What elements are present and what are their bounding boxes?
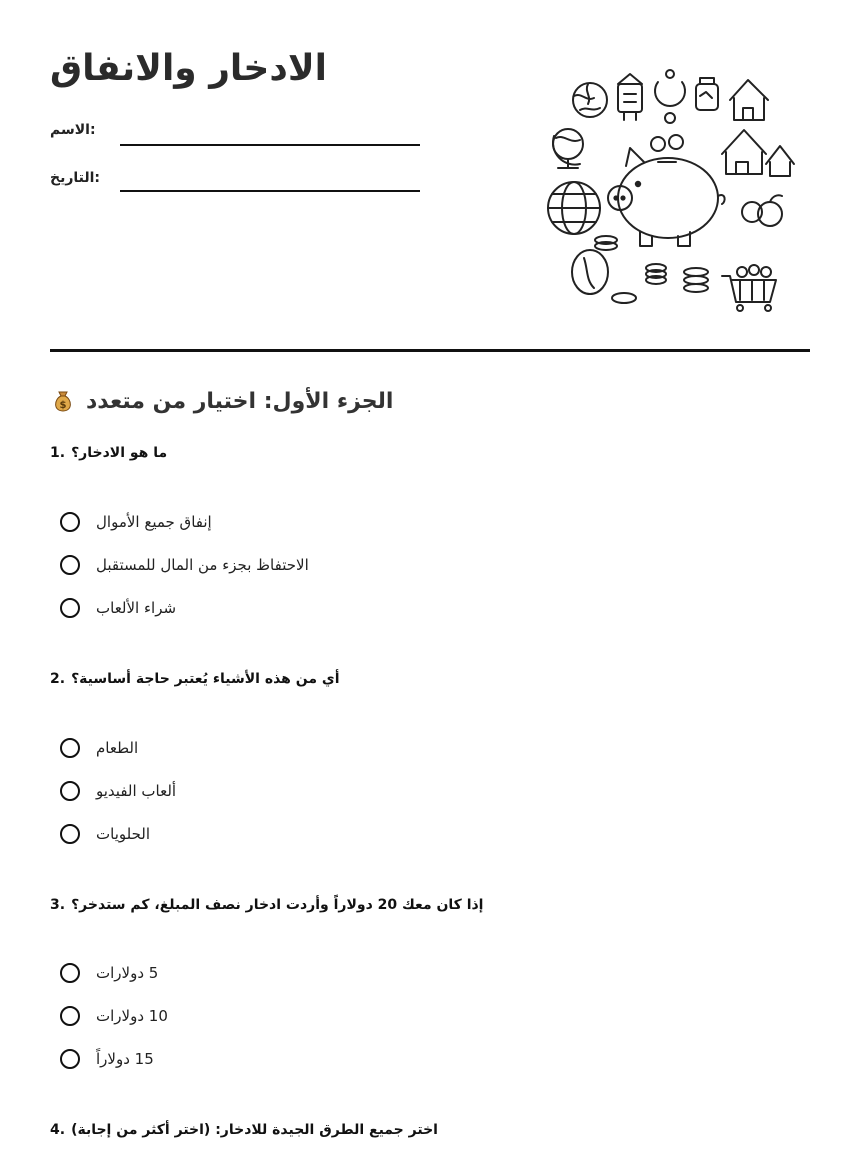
option-label: الطعام [96, 739, 139, 757]
question-4 [50, 1122, 438, 1138]
coin-stack-icon [612, 264, 666, 303]
svg-text:$: $ [59, 400, 67, 411]
coin-stack-icon [684, 268, 708, 292]
coin-icon [651, 135, 683, 151]
question-text: أي من هذه الأشياء يُعتبر حاجة أساسية؟ [71, 671, 340, 687]
question-text: إذا كان معك 20 دولاراً وأردت ادخار نصف المبلغ، كم ستدخر؟ [71, 897, 484, 913]
radio-button[interactable] [60, 1049, 80, 1069]
question-3 [50, 897, 483, 913]
header-divider [50, 349, 810, 352]
question-number: 4. [50, 1122, 66, 1138]
fruit-icon [742, 195, 782, 226]
question-2 [50, 671, 340, 687]
jar-icon [696, 78, 718, 110]
coin-stack-icon [595, 236, 617, 250]
worksheet-title: الادخار والانفاق [50, 48, 327, 89]
globe-small-icon [573, 83, 607, 117]
small-house-icon [766, 146, 794, 176]
question-number: 1. [50, 445, 66, 461]
option-label: إنفاق جميع الأموال [96, 513, 212, 531]
option-label: 15 دولاراً [96, 1050, 154, 1068]
globe-stand-icon [553, 129, 583, 168]
lemon-icon [572, 250, 608, 294]
piggy-bank-icon [608, 148, 725, 246]
q3-option-1[interactable] [60, 963, 158, 983]
question-1 [50, 445, 167, 461]
name-label: :الاسم [50, 122, 96, 138]
q1-option-2[interactable] [60, 555, 309, 575]
question-number: 2. [50, 671, 66, 687]
name-line [120, 144, 420, 146]
question-text: اختر جميع الطرق الجيدة للادخار: (اختر أكثر من إجابة) [71, 1122, 438, 1138]
q2-option-3[interactable] [60, 824, 150, 844]
radio-button[interactable] [60, 963, 80, 983]
date-line [120, 190, 420, 192]
radio-button[interactable] [60, 1006, 80, 1026]
q2-option-1[interactable] [60, 738, 138, 758]
option-label: الاحتفاظ بجزء من المال للمستقبل [96, 556, 309, 574]
q3-option-2[interactable] [60, 1006, 168, 1026]
radio-button[interactable] [60, 738, 80, 758]
section-1-title [50, 388, 393, 414]
option-label: 5 دولارات [96, 964, 159, 982]
radio-button[interactable] [60, 512, 80, 532]
option-label: الحلويات [96, 825, 151, 843]
q3-option-3[interactable] [60, 1049, 154, 1069]
shopping-cart-icon [722, 265, 776, 311]
ring-coin-icon [655, 70, 685, 123]
globe-large-icon [548, 182, 600, 234]
option-label: شراء الألعاب [96, 599, 177, 617]
date-label: :التاريخ [50, 170, 101, 186]
radio-button[interactable] [60, 555, 80, 575]
toy-figure-icon [618, 74, 642, 120]
question-number: 3. [50, 897, 66, 913]
q1-option-3[interactable] [60, 598, 176, 618]
section-1-title-text: الجزء الأول: اختيار من متعدد [86, 388, 394, 414]
q2-option-2[interactable] [60, 781, 176, 801]
option-label: 10 دولارات [96, 1007, 168, 1025]
radio-button[interactable] [60, 824, 80, 844]
house-large-icon [722, 130, 766, 174]
money-bag-icon [50, 388, 76, 414]
option-label: ألعاب الفيديو [96, 782, 177, 800]
radio-button[interactable] [60, 598, 80, 618]
question-text: ما هو الادخار؟ [71, 445, 168, 461]
house-icon [730, 80, 768, 120]
radio-button[interactable] [60, 781, 80, 801]
piggy-bank-illustration [540, 62, 800, 322]
q1-option-1[interactable] [60, 512, 212, 532]
